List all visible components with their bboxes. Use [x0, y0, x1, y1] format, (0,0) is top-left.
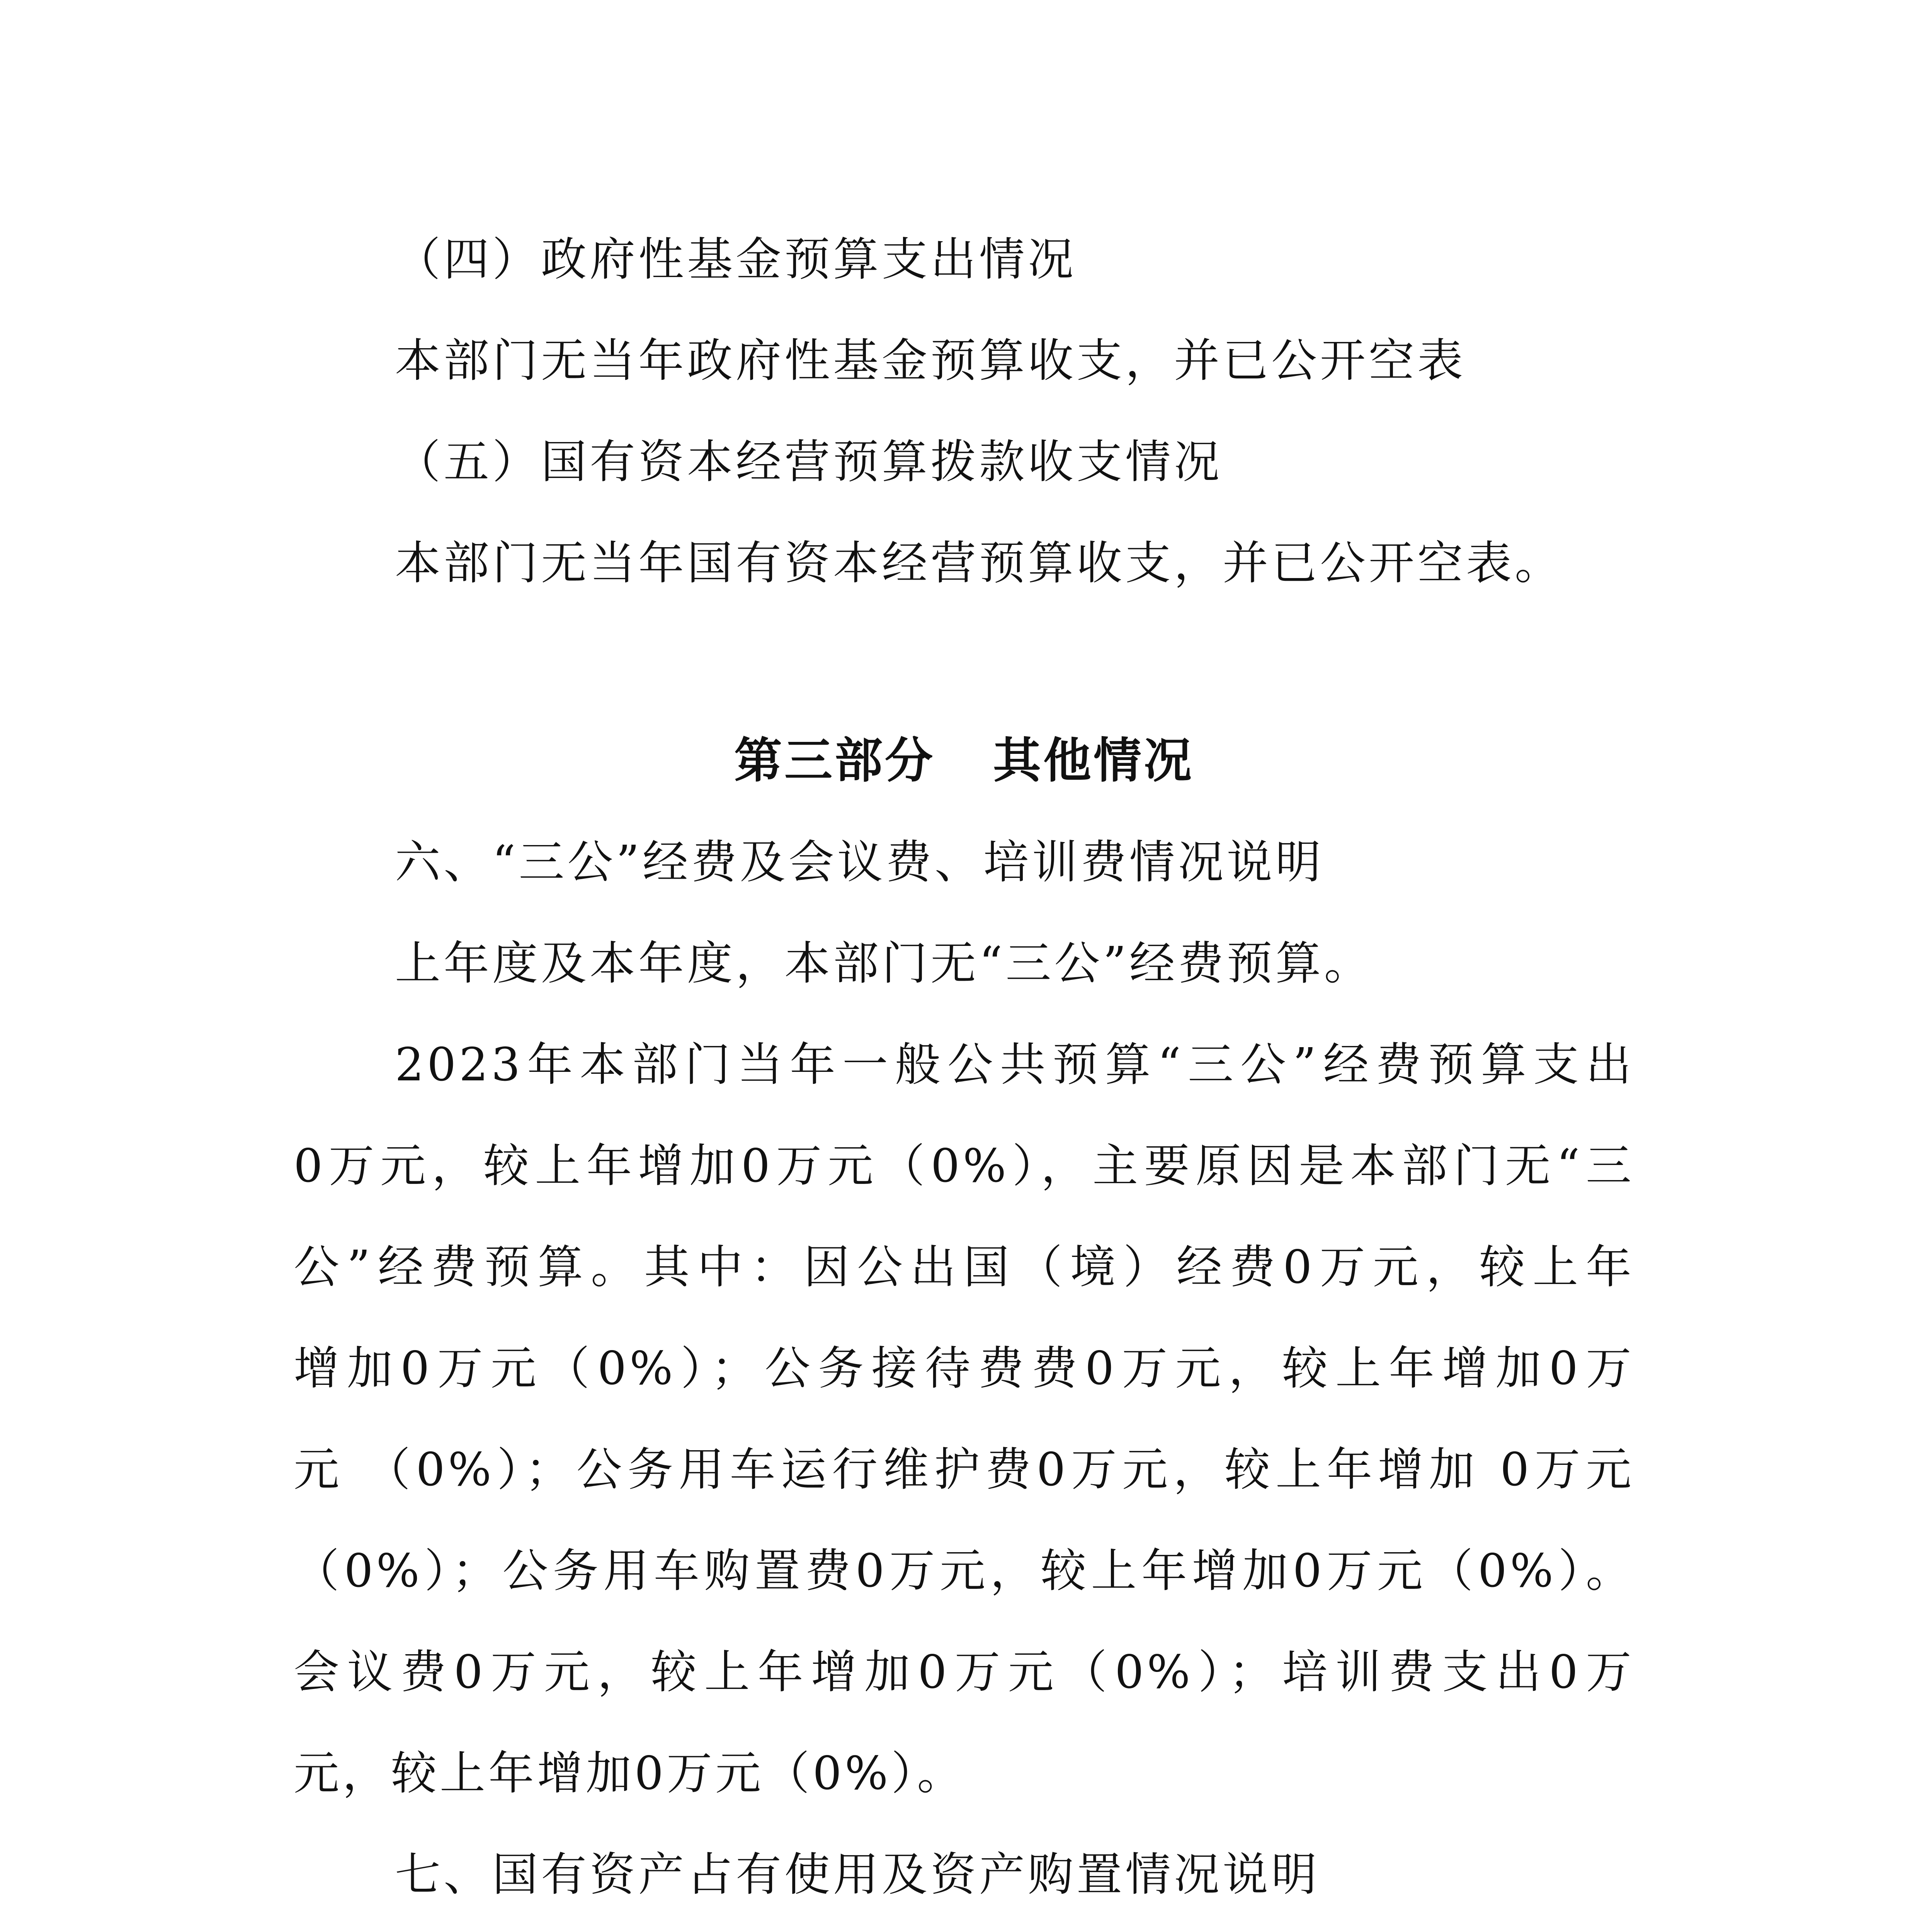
- paragraph-line: 元，较上年增加0万元（0%）。: [294, 1747, 966, 1800]
- paragraph-line: 公”经费预算。其中：因公出国（境）经费0万元，较上年: [294, 1240, 1634, 1294]
- section-gap: [294, 614, 1634, 710]
- paragraph-line: （0%）；公务用车购置费0万元，较上年增加0万元（0%）。: [294, 1544, 1634, 1597]
- part3-title: [294, 710, 1634, 811]
- document-body: [294, 209, 1634, 1932]
- part3-title-right: 其他情况: [993, 733, 1194, 789]
- paragraph-line: 2023年本部门当年一般公共预算“三公”经费预算支出: [395, 1038, 1634, 1091]
- section5-text: 本部门无当年国有资本经营预算收支，并已公开空表。: [395, 536, 1564, 590]
- part3-title-left: 第三部分: [734, 733, 935, 789]
- section4-heading: （四）政府性基金预算支出情况: [395, 233, 1077, 286]
- paragraph-line: 会议费0万元，较上年增加0万元（0%）；培训费支出0万: [294, 1645, 1634, 1699]
- item7-heading: 七、国有资产占有使用及资产购置情况说明: [395, 1848, 1320, 1901]
- section4-text: 本部门无当年政府性基金预算收支，并已公开空表: [395, 334, 1466, 387]
- item6-heading: 六、“三公”经费及会议费、培训费情况说明: [395, 835, 1324, 889]
- paragraph-line: 增加0万元（0%）；公务接待费费0万元，较上年增加0万: [294, 1342, 1634, 1395]
- paragraph-line: [294, 1925, 1634, 1932]
- item7-paragraph: [294, 1925, 1634, 1932]
- section5-heading: （五）国有资本经营预算拨款收支情况: [395, 435, 1223, 488]
- item6-paragraph-1: 上年度及本年度，本部门无“三公”经费预算。: [395, 937, 1373, 990]
- paragraph-line: 0万元，较上年增加0万元（0%），主要原因是本部门无“三: [294, 1139, 1634, 1192]
- paragraph-line: 元 （0%）；公务用车运行维护费0万元，较上年增加 0万元: [294, 1443, 1634, 1496]
- item6-paragraph-2: [294, 1014, 1634, 1824]
